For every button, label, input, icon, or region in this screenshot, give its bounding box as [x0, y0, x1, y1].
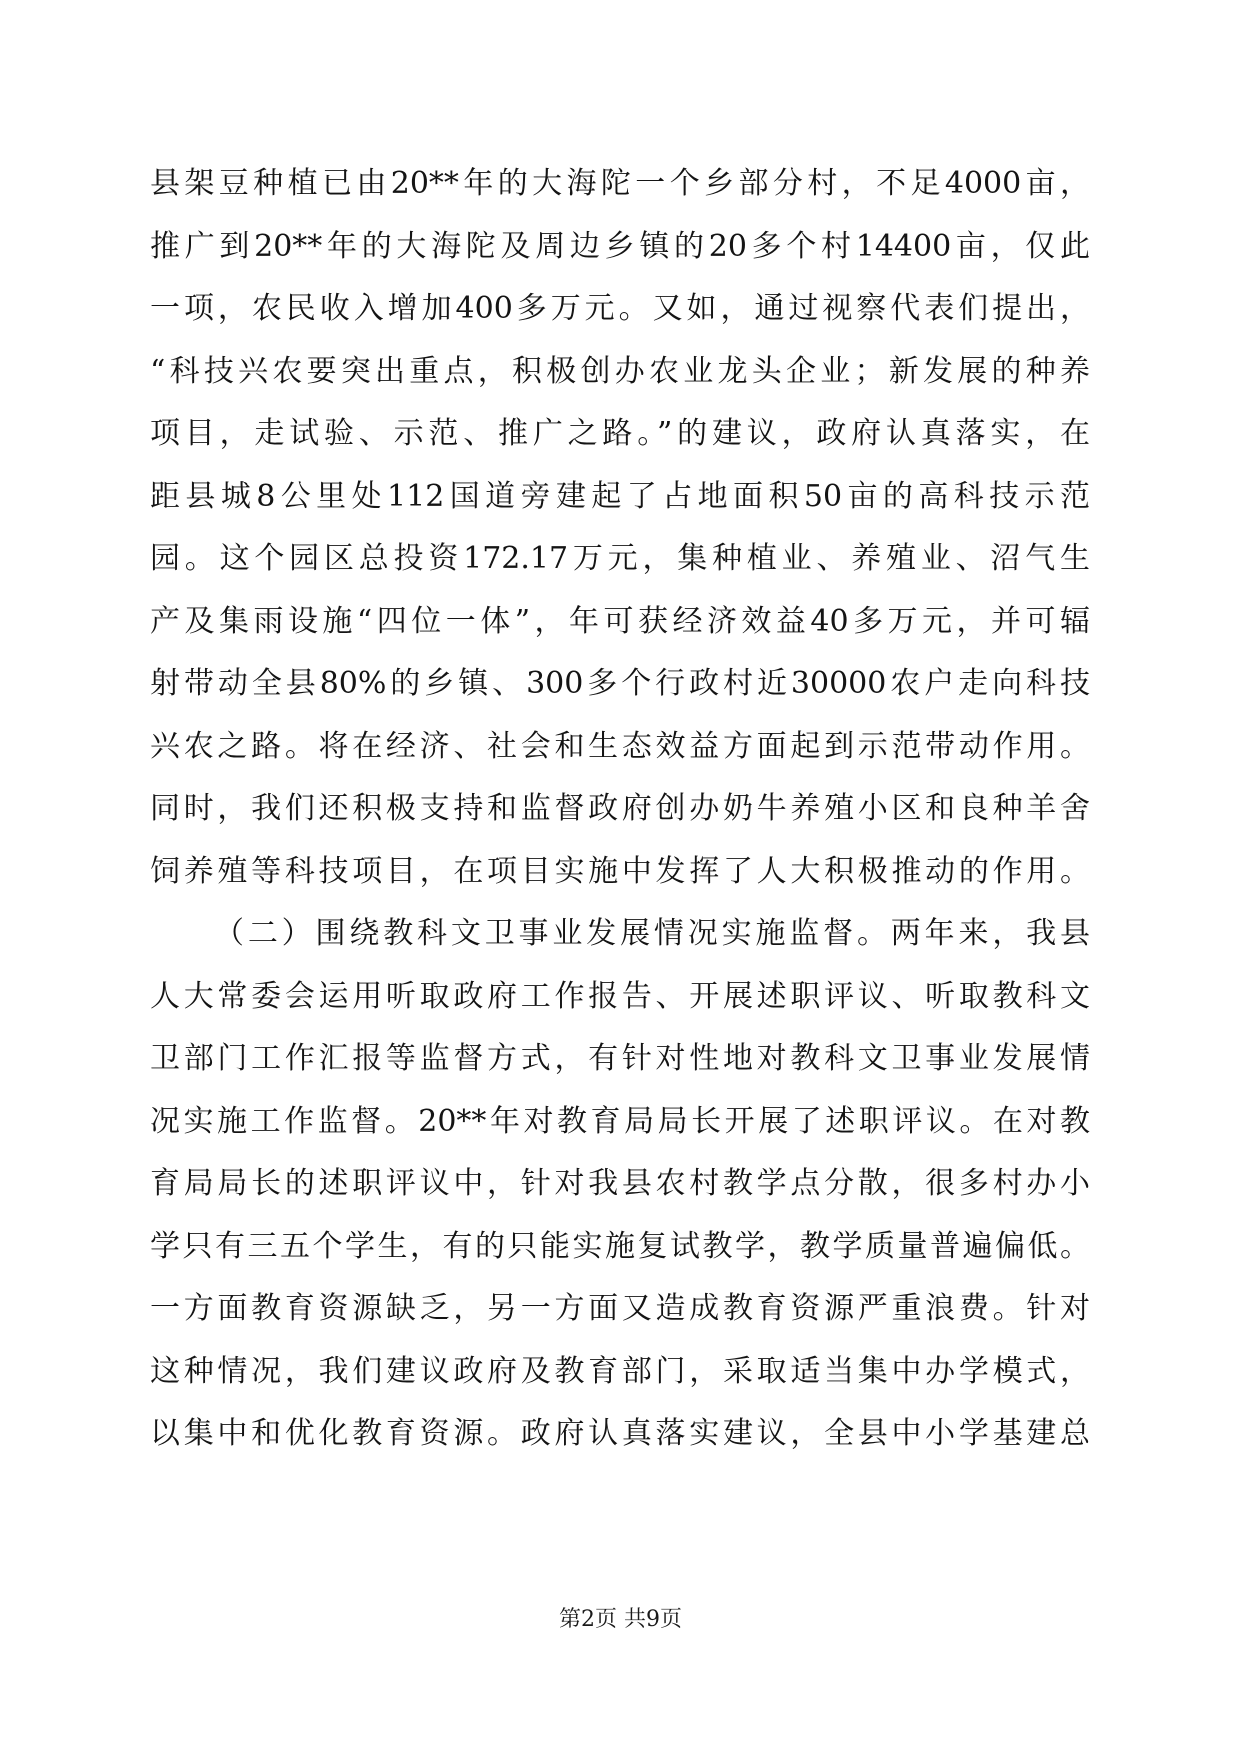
text-line: 育局局长的述职评议中，针对我县农村教学点分散，很多村办小: [150, 1166, 1090, 1201]
text-line: 同时，我们还积极支持和监督政府创办奶牛养殖小区和良种羊舍: [150, 791, 1090, 826]
text-line: “科技兴农要突出重点，积极创办农业龙头企业；新发展的种养: [150, 353, 1090, 389]
body-text: [150, 153, 1090, 1466]
text-line: 射带动全县80%的乡镇、300多个行政村近30000农户走向科技: [150, 666, 1090, 701]
text-line: 卫部门工作汇报等监督方式，有针对性地对教科文卫事业发展情: [150, 1041, 1090, 1076]
text-line: 兴农之路。将在经济、社会和生态效益方面起到示范带动作用。: [150, 728, 1090, 764]
text-line: 以集中和优化教育资源。政府认真落实建议，全县中小学基建总: [150, 1416, 1090, 1451]
text-line: 项目，走试验、示范、推广之路。”的建议，政府认真落实，在: [150, 416, 1090, 451]
text-line: 一项，农民收入增加400多万元。又如，通过视察代表们提出，: [150, 291, 1090, 326]
section-heading-line: （二）围绕教科文卫事业发展情况实施监督。两年来，我县: [214, 916, 1090, 951]
text-line: 人大常委会运用听取政府工作报告、开展述职评议、听取教科文: [150, 978, 1090, 1014]
text-line: 县架豆种植已由20**年的大海陀一个乡部分村，不足4000亩，: [150, 166, 1090, 201]
text-line: 这种情况，我们建议政府及教育部门，采取适当集中办学模式，: [150, 1353, 1090, 1389]
text-line: 一方面教育资源缺乏，另一方面又造成教育资源严重浪费。针对: [150, 1291, 1090, 1326]
text-line: 学只有三五个学生，有的只能实施复试教学，教学质量普遍偏低。: [150, 1228, 1090, 1264]
text-line: 况实施工作监督。20**年对教育局局长开展了述职评议。在对教: [150, 1103, 1090, 1139]
text-line: 推广到20**年的大海陀及周边乡镇的20多个村14400亩，仅此: [150, 228, 1090, 264]
text-line: 产及集雨设施“四位一体”，年可获经济效益40多万元，并可辐: [150, 603, 1090, 639]
page-footer: [0, 1605, 1241, 1635]
text-line: 园。这个园区总投资172.17万元，集种植业、养殖业、沼气生: [150, 541, 1090, 576]
page-number: 第2页 共9页: [559, 1607, 682, 1632]
text-line: 饲养殖等科技项目，在项目实施中发挥了人大积极推动的作用。: [150, 853, 1090, 889]
text-line: 距县城8公里处112国道旁建起了占地面积50亩的高科技示范: [150, 478, 1090, 514]
